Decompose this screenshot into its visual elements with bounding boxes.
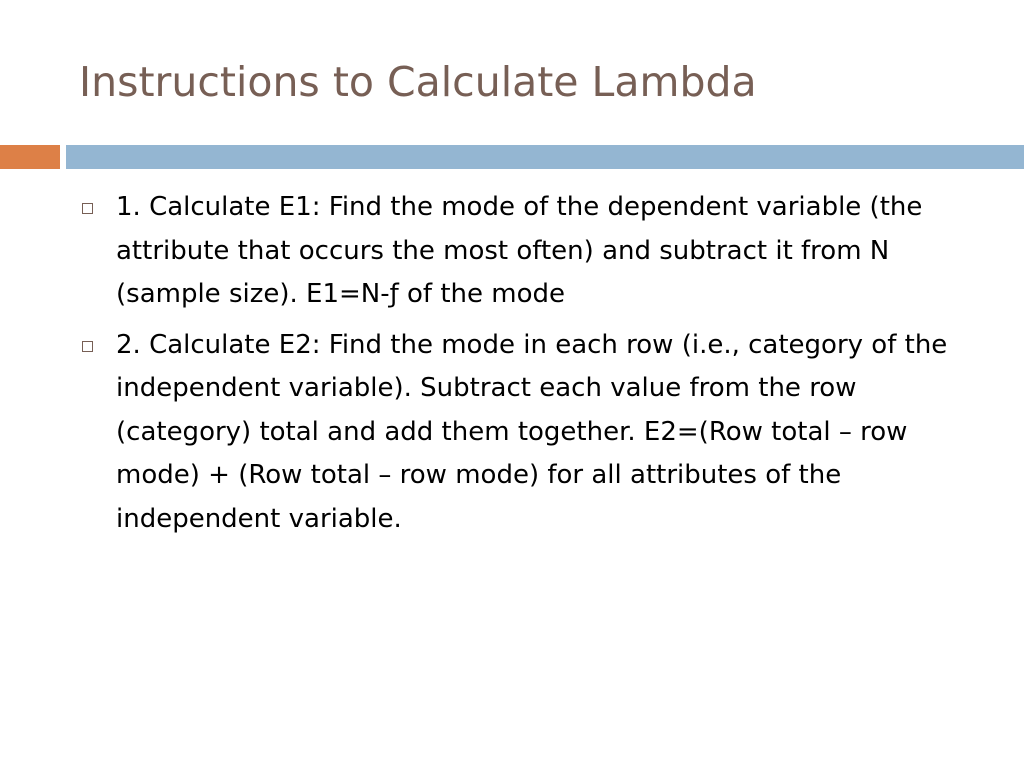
title-divider-bar [66, 145, 1024, 169]
bullet-text: 1. Calculate E1: Find the mode of the dependent variable (the attribute that occurs the most often) and subtract it from N (sample size). E1=N-ƒ of the mode [116, 192, 923, 309]
slide-title: Instructions to Calculate Lambda [79, 58, 757, 106]
hollow-square-icon [82, 341, 93, 352]
hollow-square-icon [82, 203, 93, 214]
bullet-list [80, 186, 980, 548]
bullet-text: 2. Calculate E2: Find the mode in each row (i.e., category of the independent variable). Subtract each value from the row (category) total and add them together. E2=(Row total – row mode) + (Row total – row mode) for all attributes of the independent variable. [116, 329, 948, 534]
bullet-item [80, 324, 980, 542]
title-accent-bar [0, 145, 60, 169]
bullet-item [80, 186, 980, 317]
